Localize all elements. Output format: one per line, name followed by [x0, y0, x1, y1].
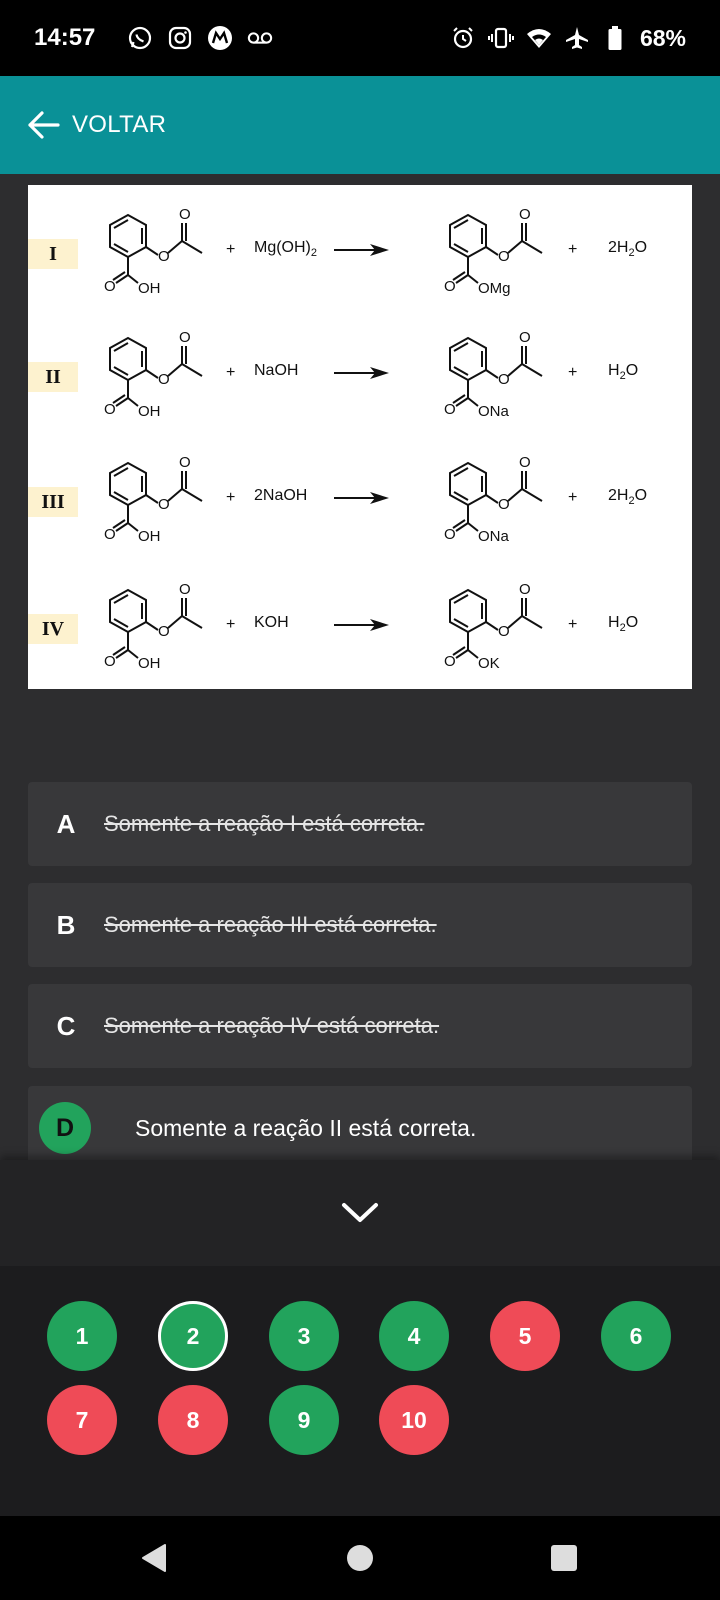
question-button-8[interactable]: 8: [158, 1385, 228, 1455]
acid-carbonyl-oxygen-label: O: [104, 401, 116, 418]
water-coefficient: 2: [608, 487, 617, 504]
reagent-main: 2NaOH: [254, 487, 308, 504]
water-formula: [608, 362, 678, 382]
water-formula: [608, 239, 678, 259]
acid-carbonyl-oxygen-label: O: [104, 653, 116, 670]
reagent-formula: [254, 362, 344, 382]
reagent-formula: [254, 487, 344, 507]
question-button-4[interactable]: 4: [379, 1301, 449, 1371]
ester-oxygen-label: O: [158, 371, 170, 388]
plus-sign: +: [226, 364, 236, 381]
status-left: [34, 24, 273, 52]
reagent-main: KOH: [254, 614, 289, 631]
plus-sign: +: [226, 241, 236, 258]
alarm-icon: [450, 25, 476, 51]
ester-oxygen-label: O: [498, 371, 510, 388]
home-circle-icon[interactable]: [340, 1538, 380, 1578]
aspirin-structure: [80, 318, 210, 428]
acid-carbonyl-oxygen-label: O: [444, 653, 456, 670]
mol-end-label: ONa: [478, 528, 509, 545]
carbonyl-oxygen-label: O: [179, 329, 191, 346]
water-formula: [608, 614, 678, 634]
option-text: Somente a reação II está correta.: [135, 1114, 477, 1141]
acid-carbonyl-oxygen-label: O: [444, 526, 456, 543]
question-button-7[interactable]: 7: [47, 1385, 117, 1455]
plus-sign: +: [568, 489, 578, 506]
reaction-arrow-icon: [334, 243, 390, 257]
acid-carbonyl-oxygen-label: O: [444, 401, 456, 418]
mol-end-label: OK: [478, 655, 500, 672]
wifi-icon: [526, 25, 552, 51]
carbonyl-oxygen-label: O: [519, 454, 531, 471]
status-right: [450, 25, 686, 52]
option-letter: A: [56, 808, 76, 839]
reaction-row-2: [28, 318, 692, 428]
question-grid: [0, 1266, 720, 1516]
arrow-left-icon: [26, 110, 60, 140]
aspirin-structure: [420, 443, 550, 553]
mol-end-label: OH: [138, 403, 161, 420]
option-d[interactable]: [28, 1086, 692, 1170]
aspirin-structure: [80, 443, 210, 553]
reagent-main: Mg(OH): [254, 239, 311, 256]
reagent-subscript: 2: [310, 247, 318, 260]
question-button-9[interactable]: 9: [269, 1385, 339, 1455]
option-b[interactable]: [28, 883, 692, 967]
system-nav-bar: [0, 1516, 720, 1600]
reaction-arrow-icon: [334, 618, 390, 632]
reaction-arrow-icon: [334, 366, 390, 380]
option-text: Somente a reação I está correta.: [104, 811, 425, 836]
status-time: 14:57: [34, 24, 96, 51]
plus-sign: +: [568, 616, 578, 633]
water-coefficient: 2: [608, 239, 617, 256]
ester-oxygen-label: O: [498, 623, 510, 640]
ester-oxygen-label: O: [498, 248, 510, 265]
water-h: H: [608, 614, 620, 631]
aspirin-structure: [80, 195, 210, 305]
water-h: H: [608, 362, 620, 379]
acid-carbonyl-oxygen-label: O: [104, 278, 116, 295]
carbonyl-oxygen-label: O: [179, 581, 191, 598]
ester-oxygen-label: O: [498, 496, 510, 513]
carbonyl-oxygen-label: O: [179, 206, 191, 223]
carbonyl-oxygen-label: O: [519, 329, 531, 346]
reaction-numeral: IV: [28, 614, 78, 644]
battery-icon: [602, 25, 628, 51]
question-button-3[interactable]: 3: [269, 1301, 339, 1371]
ester-oxygen-label: O: [158, 248, 170, 265]
acid-carbonyl-oxygen-label: O: [104, 526, 116, 543]
reaction-numeral: I: [28, 239, 78, 269]
aspirin-structure: [420, 570, 550, 680]
reaction-row-3: [28, 443, 692, 553]
question-image: [28, 185, 692, 689]
question-button-6[interactable]: 6: [601, 1301, 671, 1371]
reaction-row-4: [28, 570, 692, 680]
option-letter-selected: D: [39, 1102, 91, 1154]
ester-oxygen-label: O: [158, 623, 170, 640]
instagram-icon: [167, 25, 193, 51]
water-h: H: [616, 487, 629, 504]
aspirin-structure: [80, 570, 210, 680]
reaction-numeral: III: [28, 487, 78, 517]
mol-end-label: OH: [138, 655, 161, 672]
option-text: Somente a reação III está correta.: [104, 912, 437, 937]
option-letter: B: [56, 909, 76, 940]
water-subscript: 2: [619, 370, 626, 383]
reagent-main: NaOH: [254, 362, 299, 379]
reaction-row-1: [28, 195, 692, 305]
mol-end-label: OMg: [478, 280, 511, 297]
question-panel-header: [0, 1160, 720, 1266]
reagent-formula: [254, 239, 344, 259]
water-subscript: 2: [619, 622, 626, 635]
back-label: VOLTAR: [72, 111, 167, 138]
battery-level: 68%: [639, 24, 686, 51]
chevron-down-icon[interactable]: [340, 1200, 380, 1226]
back-triangle-icon[interactable]: [134, 1538, 174, 1578]
reaction-arrow-icon: [334, 491, 390, 505]
water-subscript: 2: [628, 247, 635, 260]
aspirin-structure: [420, 318, 550, 428]
recents-square-icon[interactable]: [544, 1538, 584, 1578]
mol-end-label: ONa: [478, 403, 509, 420]
water-o: O: [625, 362, 639, 379]
option-text: Somente a reação IV está correta.: [104, 1013, 440, 1038]
carbonyl-oxygen-label: O: [519, 581, 531, 598]
water-o: O: [625, 614, 639, 631]
water-formula: [608, 487, 678, 507]
reagent-formula: [254, 614, 344, 634]
question-button-10[interactable]: 10: [379, 1385, 449, 1455]
reaction-numeral: II: [28, 362, 78, 392]
back-button[interactable]: [26, 95, 166, 155]
voicemail-icon: [247, 25, 273, 51]
vibrate-icon: [488, 25, 514, 51]
mol-end-label: OH: [138, 528, 161, 545]
option-a[interactable]: [28, 782, 692, 866]
plus-sign: +: [568, 364, 578, 381]
plus-sign: +: [568, 241, 578, 258]
water-o: O: [634, 239, 648, 256]
carbonyl-oxygen-label: O: [519, 206, 531, 223]
motorola-icon: [207, 25, 233, 51]
water-h: H: [616, 239, 629, 256]
app-bar: [0, 76, 720, 174]
water-subscript: 2: [628, 495, 635, 508]
mol-end-label: OH: [138, 280, 161, 297]
water-o: O: [634, 487, 648, 504]
ester-oxygen-label: O: [158, 496, 170, 513]
status-bar: [0, 0, 720, 76]
plus-sign: +: [226, 489, 236, 506]
acid-carbonyl-oxygen-label: O: [444, 278, 456, 295]
question-button-2[interactable]: 2: [158, 1301, 228, 1371]
question-button-1[interactable]: 1: [47, 1301, 117, 1371]
whatsapp-icon: [127, 25, 153, 51]
carbonyl-oxygen-label: O: [179, 454, 191, 471]
aspirin-structure: [420, 195, 550, 305]
question-button-5[interactable]: 5: [490, 1301, 560, 1371]
airplane-icon: [564, 25, 590, 51]
option-c[interactable]: [28, 984, 692, 1068]
option-letter: C: [56, 1010, 76, 1041]
plus-sign: +: [226, 616, 236, 633]
